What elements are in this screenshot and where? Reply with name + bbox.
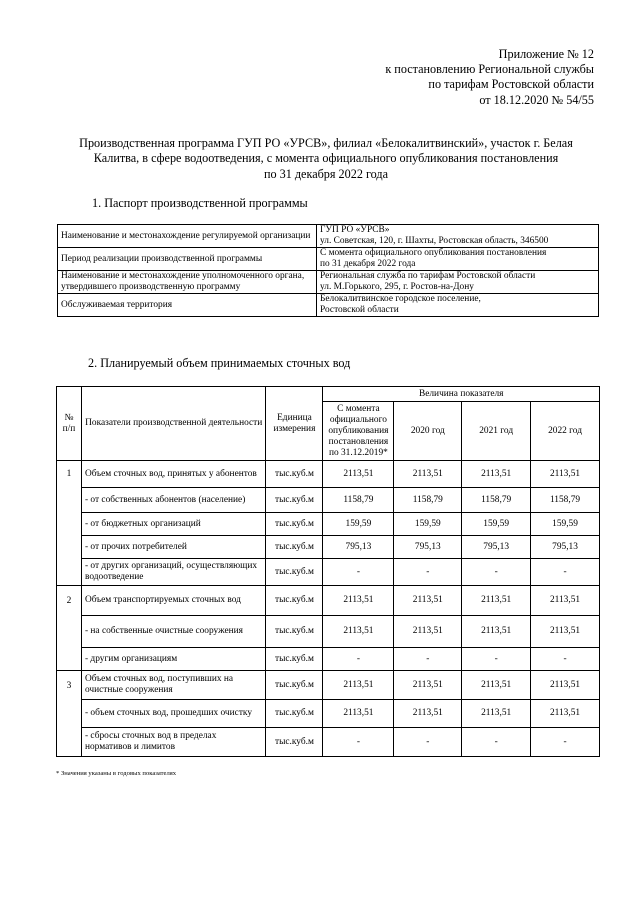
row-value: 2113,51 [323, 586, 394, 616]
header-indicator: Показатели производственной деятельности [81, 387, 266, 461]
passport-value [317, 271, 599, 294]
row-value: 2113,51 [462, 700, 531, 728]
row-value: 2113,51 [531, 671, 600, 700]
row-unit: тыс.куб.м [266, 461, 323, 488]
row-value: - [462, 648, 531, 671]
row-name: - сбросы сточных вод в пределах нормативов и лимитов [81, 728, 266, 757]
row-value: - [531, 648, 600, 671]
passport-value-line: Белокалитвинское городское поселение, [320, 294, 481, 304]
row-value: 159,59 [462, 513, 531, 536]
table-row [57, 586, 600, 616]
row-value: 2113,51 [462, 586, 531, 616]
row-unit: тыс.куб.м [266, 586, 323, 616]
row-value: 795,13 [394, 536, 462, 559]
row-value: 159,59 [394, 513, 462, 536]
table-row [58, 294, 599, 317]
row-unit: тыс.куб.м [266, 536, 323, 559]
row-unit: тыс.куб.м [266, 671, 323, 700]
row-value: 1158,79 [394, 488, 462, 513]
footnote: * Значения указаны в годовых показателях [56, 770, 177, 777]
row-unit: тыс.куб.м [266, 513, 323, 536]
row-name: - от бюджетных организаций [81, 513, 266, 536]
header-col-3: 2021 год [462, 402, 531, 461]
row-value: 2113,51 [394, 671, 462, 700]
row-name: - от прочих потребителей [81, 536, 266, 559]
header-col-4: 2022 год [531, 402, 600, 461]
passport-value-line: ул. Советская, 120, г. Шахты, Ростовская область, 346500 [320, 236, 549, 246]
row-num: 1 [57, 461, 82, 586]
table-row [57, 536, 600, 559]
row-value: 1158,79 [462, 488, 531, 513]
passport-table [57, 224, 599, 317]
section-1-heading: 1. Паспорт производственной программы [92, 196, 308, 210]
row-value: 2113,51 [323, 700, 394, 728]
row-value: - [462, 559, 531, 586]
row-value: - [531, 559, 600, 586]
row-value: - [323, 648, 394, 671]
row-name: - другим организациям [81, 648, 266, 671]
row-value: 2113,51 [394, 700, 462, 728]
row-value: 2113,51 [394, 586, 462, 616]
row-value: - [323, 559, 394, 586]
passport-value-line: ул. М.Горького, 295, г. Ростов-на-Дону [320, 282, 474, 292]
table-row [57, 488, 600, 513]
row-value: 159,59 [323, 513, 394, 536]
row-name: - на собственные очистные сооружения [81, 616, 266, 648]
title-line: Производственная программа ГУП РО «УРСВ», филиал «Белокалитвинский», участок г. Белая [79, 136, 573, 150]
header-unit: Единица измерения [266, 387, 323, 461]
row-value: 2113,51 [462, 616, 531, 648]
title-line: по 31 декабря 2022 года [263, 166, 389, 181]
section-2-heading: 2. Планируемый объем принимаемых сточных вод [88, 356, 351, 370]
passport-key: Наименование и местонахождение уполномоченного органа, утвердившего производственную программу [58, 271, 317, 294]
row-num: 2 [57, 586, 82, 671]
row-name: Объем транспортируемых сточных вод [81, 586, 266, 616]
passport-key: Наименование и местонахождение регулируемой организации [58, 225, 317, 248]
table-header-row [57, 387, 600, 402]
row-unit: тыс.куб.м [266, 728, 323, 757]
row-value: - [394, 728, 462, 757]
row-value: 2113,51 [462, 461, 531, 488]
row-num: 3 [57, 671, 82, 757]
header-col-2: 2020 год [394, 402, 462, 461]
row-value: - [394, 648, 462, 671]
table-row [57, 671, 600, 700]
row-value: 2113,51 [394, 461, 462, 488]
passport-value-line: ГУП РО «УРСВ» [320, 225, 390, 235]
appendix-line: от 18.12.2020 № 54/55 [479, 92, 594, 107]
appendix-line: Приложение № 12 [498, 47, 594, 61]
row-value: - [531, 728, 600, 757]
row-value: 795,13 [462, 536, 531, 559]
passport-value-line: Ростовской области [320, 305, 399, 315]
row-name: - от собственных абонентов (население) [81, 488, 266, 513]
row-name: Объем сточных вод, принятых у абонентов [81, 461, 266, 488]
row-value: 2113,51 [462, 671, 531, 700]
passport-value [317, 248, 599, 271]
row-value: 2113,51 [531, 616, 600, 648]
row-value: - [323, 728, 394, 757]
row-value: 2113,51 [531, 700, 600, 728]
table-row [57, 728, 600, 757]
table-row [57, 648, 600, 671]
row-unit: тыс.куб.м [266, 616, 323, 648]
row-name: Объем сточных вод, поступивших на очистные сооружения [81, 671, 266, 700]
appendix-block [274, 47, 594, 108]
document-title [56, 136, 596, 182]
row-value: 795,13 [323, 536, 394, 559]
volume-table [56, 386, 600, 757]
table-row [57, 616, 600, 648]
passport-value-line: Региональная служба по тарифам Ростовской области [320, 271, 536, 281]
row-value: 1158,79 [531, 488, 600, 513]
row-unit: тыс.куб.м [266, 648, 323, 671]
row-value: 159,59 [531, 513, 600, 536]
table-row [57, 461, 600, 488]
row-unit: тыс.куб.м [266, 488, 323, 513]
passport-value-line: С момента официального опубликования постановления [320, 248, 547, 258]
appendix-line: по тарифам Ростовской области [428, 77, 594, 92]
table-row [58, 271, 599, 294]
table-row [57, 513, 600, 536]
row-value: - [462, 728, 531, 757]
table-row [58, 248, 599, 271]
row-name: - от других организаций, осуществляющих водоотведение [81, 559, 266, 586]
passport-value [317, 294, 599, 317]
row-value: - [394, 559, 462, 586]
row-unit: тыс.куб.м [266, 559, 323, 586]
row-value: 1158,79 [323, 488, 394, 513]
passport-value-line: по 31 декабря 2022 года [320, 259, 416, 269]
title-line: Калитва, в сфере водоотведения, с момента официального опубликования постановления [93, 151, 559, 166]
header-num: № п/п [57, 387, 82, 461]
row-name: - объем сточных вод, прошедших очистку [81, 700, 266, 728]
header-col-1: С момента официального опубликования постановления по 31.12.2019* [323, 402, 394, 461]
row-value: 2113,51 [323, 616, 394, 648]
row-value: 795,13 [531, 536, 600, 559]
passport-key: Период реализации производственной программы [58, 248, 317, 271]
passport-key: Обслуживаемая территория [58, 294, 317, 317]
passport-value [317, 225, 599, 248]
header-group: Величина показателя [323, 387, 600, 402]
row-value: 2113,51 [323, 461, 394, 488]
table-row [57, 559, 600, 586]
row-value: 2113,51 [531, 586, 600, 616]
appendix-line: к постановлению Региональной службы [385, 62, 594, 77]
table-row [58, 225, 599, 248]
row-value: 2113,51 [394, 616, 462, 648]
row-value: 2113,51 [323, 671, 394, 700]
row-value: 2113,51 [531, 461, 600, 488]
row-unit: тыс.куб.м [266, 700, 323, 728]
table-row [57, 700, 600, 728]
